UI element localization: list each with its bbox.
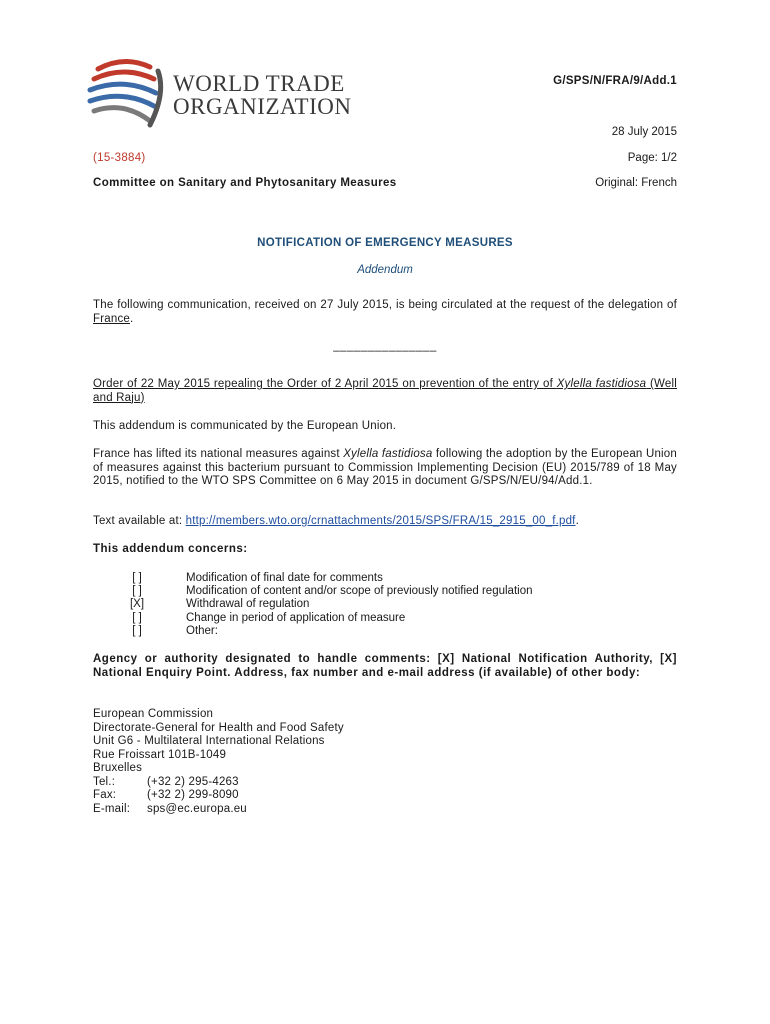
intro-country: France xyxy=(93,312,130,325)
concern-item xyxy=(125,612,406,626)
lifted-species: Xylella fastidiosa xyxy=(343,448,433,460)
order-species: Xylella fastidiosa xyxy=(556,378,647,390)
original-language: Original: French xyxy=(595,177,677,189)
email-value: sps@ec.europa.eu xyxy=(147,802,247,815)
concern-item xyxy=(125,625,218,639)
committee-name: Committee on Sanitary and Phytosanitary Measures xyxy=(93,177,397,189)
address-block xyxy=(93,708,344,816)
intro-text: The following communication, received on 27 July 2015, is being circulated at the request of the delegation of xyxy=(93,299,677,311)
email-label: E-mail: xyxy=(93,802,131,815)
checkbox: [ ] xyxy=(132,625,142,637)
wto-logo-icon xyxy=(84,57,166,129)
checkbox: [ ] xyxy=(132,585,142,597)
separator-line: _______________ xyxy=(333,340,437,352)
order-text: Order of 22 May 2015 repealing the Order of 2 April 2015 on prevention of the entry of xyxy=(93,378,557,390)
concern-label: Withdrawal of regulation xyxy=(186,598,310,610)
text-available-label: Text available at: xyxy=(93,515,186,527)
concern-item xyxy=(125,572,383,586)
tel-label: Tel.: xyxy=(93,775,116,788)
concern-label: Modification of final date for comments xyxy=(186,572,383,584)
email-line xyxy=(93,803,344,817)
checkbox: [ ] xyxy=(132,572,142,584)
concern-label: Other: xyxy=(186,625,218,637)
address-line: Directorate-General for Health and Food Safety xyxy=(93,721,344,734)
tel-value: (+32 2) 295-4263 xyxy=(147,775,239,788)
page-subtitle: Addendum xyxy=(357,264,413,276)
text-available-end: . xyxy=(575,515,579,527)
document-symbol: G/SPS/N/FRA/9/Add.1 xyxy=(553,75,677,87)
org-line-1: WORLD TRADE xyxy=(173,71,345,96)
concern-item xyxy=(125,598,310,612)
document-date: 28 July 2015 xyxy=(611,126,677,138)
address-line: Bruxelles xyxy=(93,762,143,774)
organization-name xyxy=(173,72,351,118)
fax-value: (+32 2) 299-8090 xyxy=(147,789,239,801)
lifted-text: France has lifted its national measures against xyxy=(93,448,344,460)
address-line: Unit G6 - Multilateral International Relations xyxy=(93,735,325,747)
fax-label: Fax: xyxy=(93,789,117,801)
org-line-2: ORGANIZATION xyxy=(173,94,352,119)
page-number: Page: 1/2 xyxy=(627,152,677,164)
concern-label: Change in period of application of measure xyxy=(186,612,406,624)
checkbox: [X] xyxy=(129,598,145,610)
intro-paragraph xyxy=(93,299,677,326)
concern-item xyxy=(125,585,533,599)
checkbox: [ ] xyxy=(132,612,142,624)
tel-line xyxy=(93,776,344,790)
reference-number: (15-3884) xyxy=(93,152,146,164)
concerns-heading: This addendum concerns: xyxy=(93,543,248,555)
order-end: (Well and Raju) xyxy=(93,378,677,404)
lifted-paragraph xyxy=(93,448,677,489)
lifted-end: following the adoption by the European Union of measures against this bacterium pursuant to Commission Implementing Decision (EU) 2015/789 of 18 May 2015, notified to the WTO SPS Committee on 6 May 2015 in document G/SPS/N/EU/94/Add.1. xyxy=(93,448,677,487)
text-available-line xyxy=(93,515,677,529)
page-title: NOTIFICATION OF EMERGENCY MEASURES xyxy=(257,237,513,249)
fax-line xyxy=(93,789,344,803)
communicated-paragraph: This addendum is communicated by the European Union. xyxy=(93,420,397,432)
order-heading xyxy=(93,378,677,405)
address-line: Rue Froissart 101B-1049 xyxy=(93,748,227,761)
document-link[interactable]: http://members.wto.org/crnattachments/2015/SPS/FRA/15_2915_00_f.pdf xyxy=(185,515,576,527)
intro-end: . xyxy=(130,312,134,325)
agency-paragraph: Agency or authority designated to handle comments: [X] National Notification Authority, [X] National Enquiry Point. Address, fax number and e-mail address (if available) of other body: xyxy=(93,653,677,679)
address-line: European Commission xyxy=(93,708,214,720)
concern-label: Modification of content and/or scope of previously notified regulation xyxy=(186,585,533,597)
